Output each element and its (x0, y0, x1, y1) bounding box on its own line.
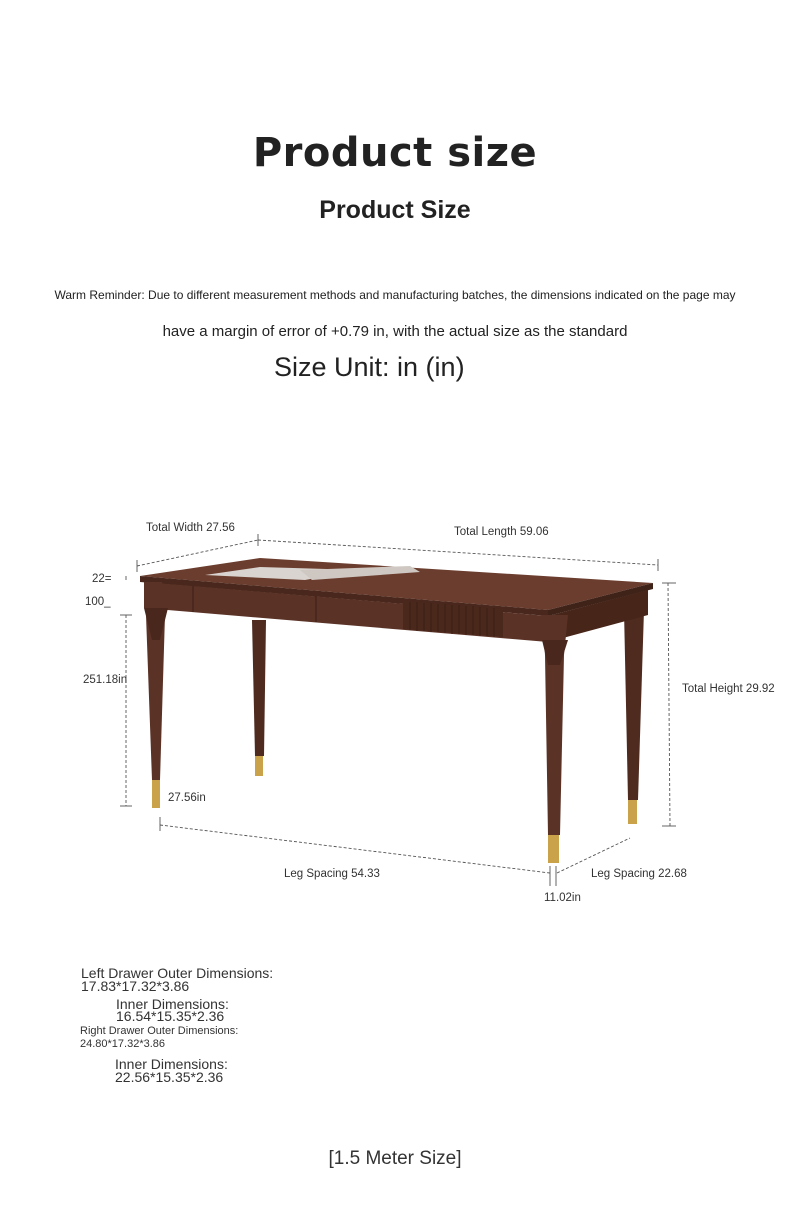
reminder-line-1: Warm Reminder: Due to different measurement methods and manufacturing batches, the dimensions indicated on the page may (54, 288, 736, 302)
size-unit: Size Unit: in (in) (274, 352, 465, 382)
front-right-leg (542, 615, 568, 863)
height-dimension-line (668, 583, 670, 826)
leg-depth-label: 27.56in (168, 792, 206, 804)
apron-height-label: 100_ (85, 596, 111, 608)
right-drawer-inner-label: Inner Dimensions: (115, 1056, 228, 1072)
back-left-leg (252, 620, 266, 776)
right-drawer-outer-label: Right Drawer Outer Dimensions: (80, 1025, 239, 1037)
size-variant-label: [1.5 Meter Size] (328, 1148, 462, 1169)
total-length-label: Total Length 59.06 (454, 526, 549, 538)
desk-diagram (0, 480, 790, 920)
leg-spacing-length-line (160, 825, 550, 873)
left-drawer-outer-value: 17.83*17.32*3.86 (81, 978, 190, 994)
total-height-label: Total Height 29.92 (682, 683, 775, 695)
leg-spacing-width-label: Leg Spacing 22.68 (591, 868, 687, 880)
top-thickness-label: 22= (92, 573, 112, 585)
right-drawer-inner-value: 22.56*15.35*2.36 (115, 1069, 224, 1085)
back-right-leg (624, 610, 644, 824)
left-drawer-outer-label: Left Drawer Outer Dimensions: (81, 965, 274, 981)
page-subtitle: Product Size (319, 196, 471, 224)
total-width-label: Total Width 27.56 (146, 522, 235, 534)
page-title: Product size (252, 130, 538, 176)
leg-spacing-small-label: 11.02in (544, 892, 581, 904)
leg-spacing-length-label: Leg Spacing 54.33 (284, 868, 380, 880)
left-drawer-inner-label: Inner Dimensions: (116, 996, 229, 1012)
length-dimension-line (258, 540, 658, 565)
leg-height-label: 251.18in (83, 674, 128, 686)
left-drawer-inner-value: 16.54*15.35*2.36 (116, 1008, 225, 1024)
reminder-line-2: have a margin of error of +0.79 in, with the actual size as the standard (162, 323, 628, 340)
front-left-leg (144, 582, 168, 808)
right-drawer-outer-value: 24.80*17.32*3.86 (80, 1038, 166, 1050)
